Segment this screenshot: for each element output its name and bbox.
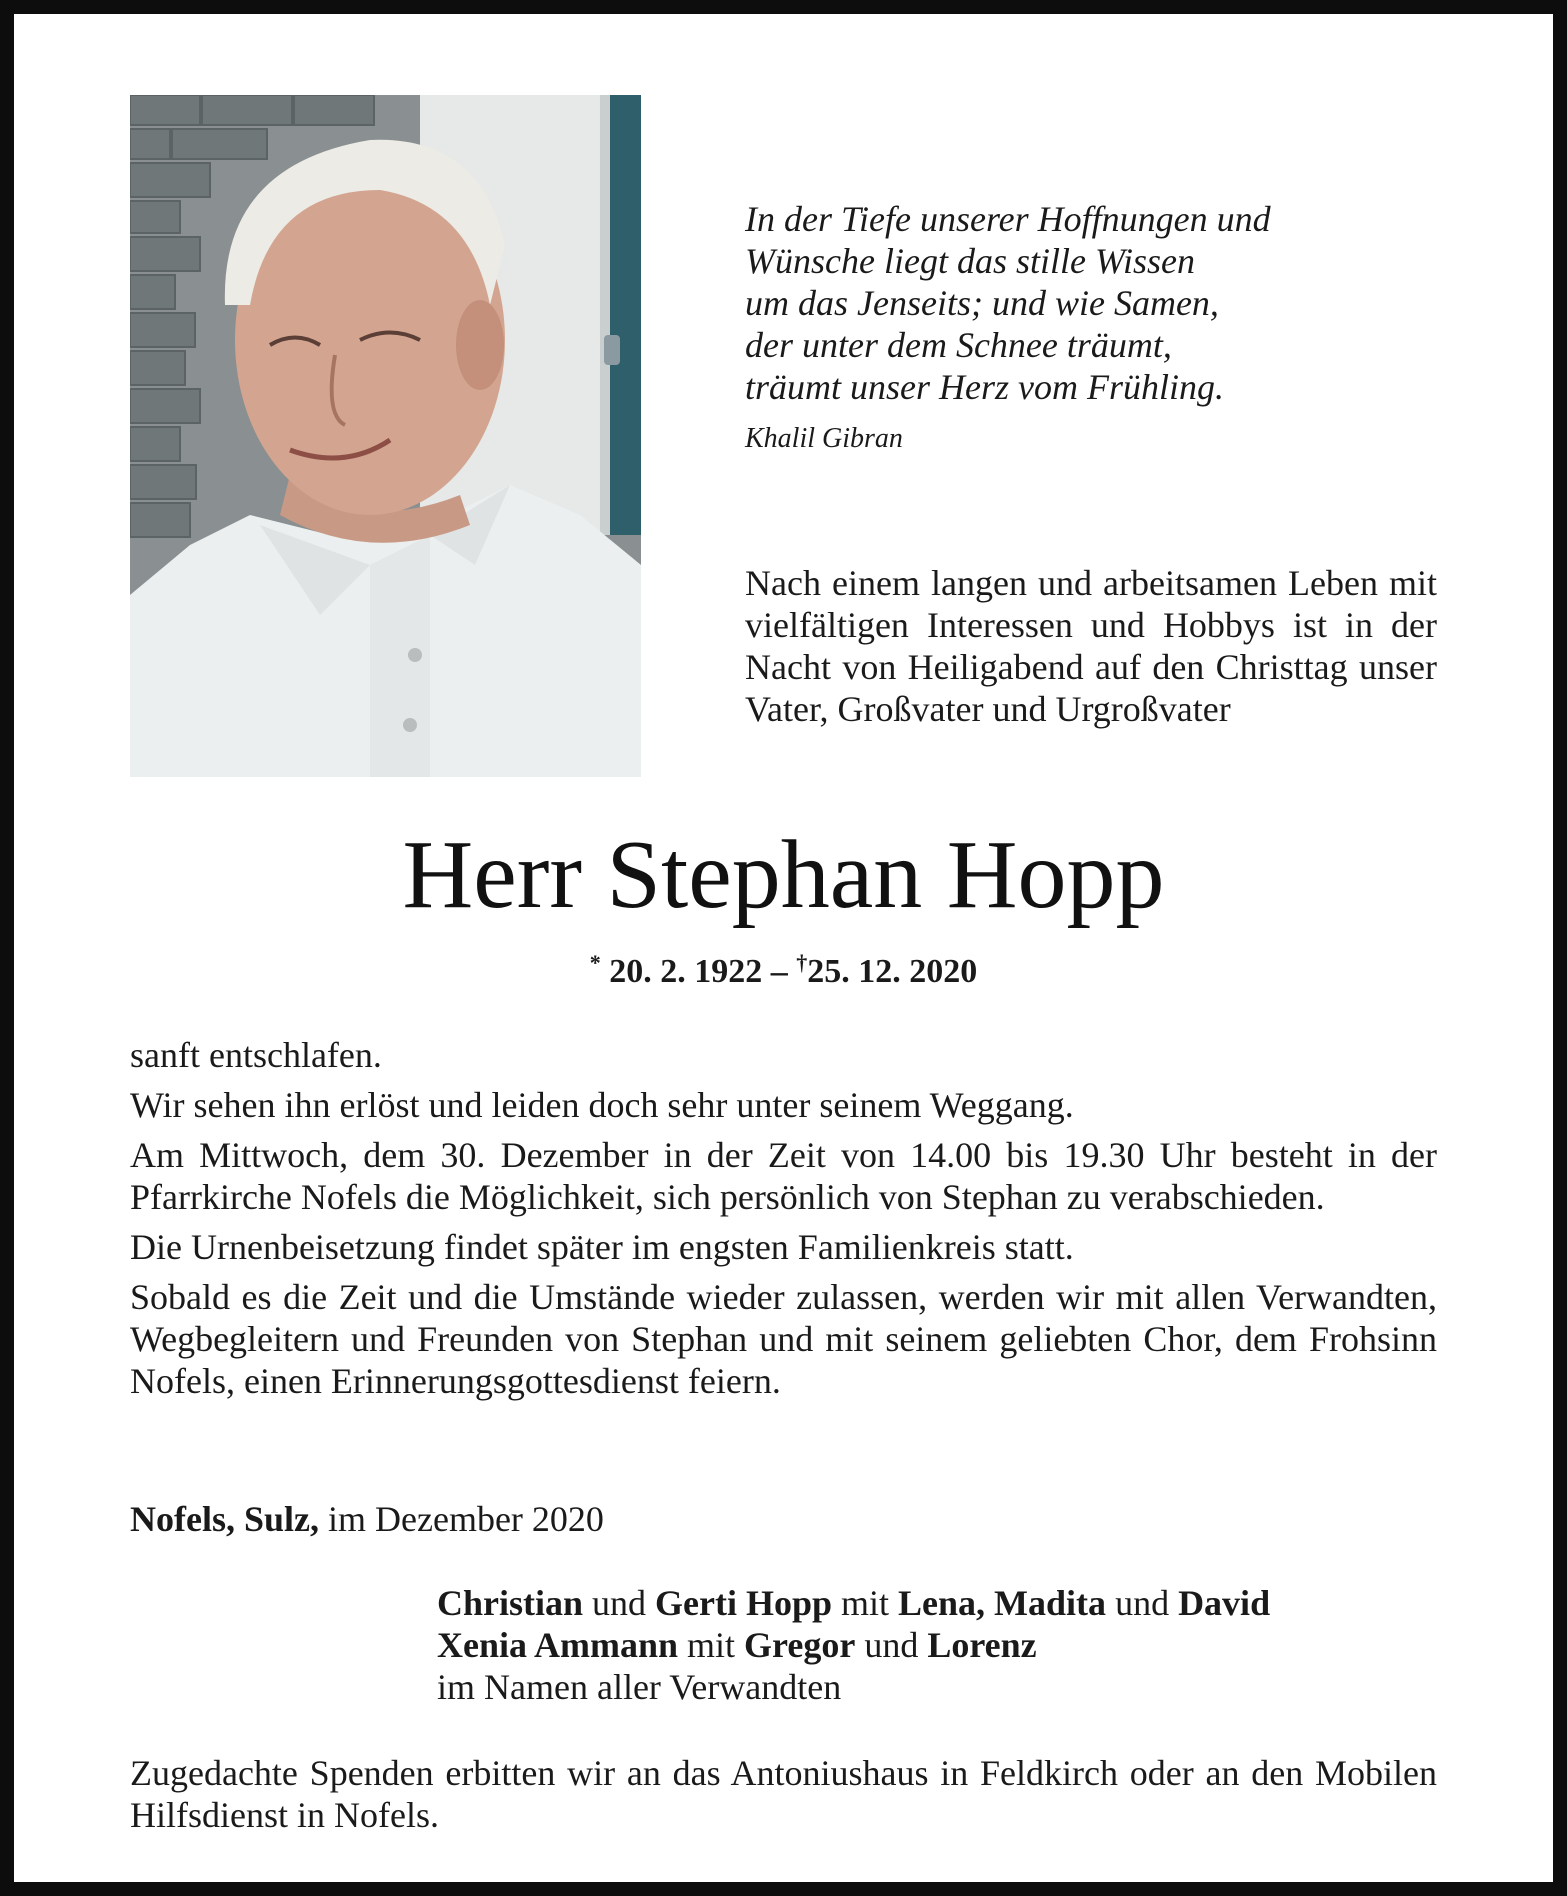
signer-name: Lorenz (927, 1625, 1037, 1665)
quote-line: um das Jenseits; und wie Samen, (745, 283, 1219, 323)
signer-name: David (1178, 1583, 1271, 1623)
quote-line: der unter dem Schnee träumt, (745, 325, 1172, 365)
place-date (130, 1498, 604, 1540)
signer-name: Gerti Hopp (655, 1583, 833, 1623)
intro-text: Nach einem langen und arbeitsamen Leben mit vielfältigen Interessen und Hobbys ist in der Nacht von Heiligabend auf den Christtag unser Vater, Großvater und Urgroßvater (745, 563, 1437, 729)
signers-row-3: im Namen aller Verwandten (437, 1667, 842, 1707)
signer-name: Christian (437, 1583, 584, 1623)
signers-block (437, 1582, 1437, 1708)
quote-author: Khalil Gibran (745, 423, 903, 454)
death-date: 25. 12. 2020 (807, 953, 978, 990)
quote-block (745, 198, 1445, 408)
place-names: Nofels, Sulz, (130, 1499, 319, 1539)
body-paragraph: sanft entschlafen. (130, 1035, 382, 1075)
signer-connector: mit (687, 1625, 736, 1665)
body-paragraph: Die Urnenbeisetzung findet später im engsten Familienkreis statt. (130, 1227, 1074, 1267)
deceased-name: Herr Stephan Hopp (402, 821, 1165, 929)
signer-name: Lena, Madita (898, 1583, 1107, 1623)
signer-connector: und (864, 1625, 919, 1665)
birth-date: 20. 2. 1922 (609, 953, 763, 990)
quote-line: träumt unser Herz vom Frühling. (745, 367, 1224, 407)
signer-name: Gregor (744, 1625, 856, 1665)
portrait-photo (130, 95, 641, 777)
place-date-text: im Dezember 2020 (328, 1499, 604, 1539)
death-symbol: † (796, 950, 808, 975)
quote-line: Wünsche liegt das stille Wissen (745, 241, 1195, 281)
quote-line: In der Tiefe unserer Hoffnungen und (745, 199, 1271, 239)
body-paragraph: Am Mittwoch, dem 30. Dezember in der Zeit von 14.00 bis 19.30 Uhr besteht in der Pfarrkirche Nofels die Möglichkeit, sich persönlich von Stephan zu verabschieden. (130, 1135, 1437, 1217)
donation-note: Zugedachte Spenden erbitten wir an das Antoniushaus in Feldkirch oder an den Mobilen Hilfsdienst in Nofels. (130, 1753, 1437, 1835)
announcement-body (130, 1034, 1437, 1410)
signers-row-1 (437, 1582, 1437, 1624)
date-separator: – (770, 953, 788, 990)
birth-symbol: * (589, 950, 601, 975)
signers-row-2 (437, 1624, 1437, 1666)
signer-name: Xenia Ammann (437, 1625, 679, 1665)
signer-connector: und (592, 1583, 647, 1623)
life-dates (0, 950, 1567, 991)
body-paragraph: Wir sehen ihn erlöst und leiden doch sehr unter seinem Weggang. (130, 1085, 1074, 1125)
body-paragraph: Sobald es die Zeit und die Umstände wieder zulassen, werden wir mit allen Verwandten, Wegbegleitern und Freunden von Stephan und mit seinem geliebten Chor, dem Frohsinn Nofels, einen Erinnerungsgottesdienst feiern. (130, 1277, 1437, 1401)
signer-connector: mit (841, 1583, 890, 1623)
signer-connector: und (1115, 1583, 1170, 1623)
